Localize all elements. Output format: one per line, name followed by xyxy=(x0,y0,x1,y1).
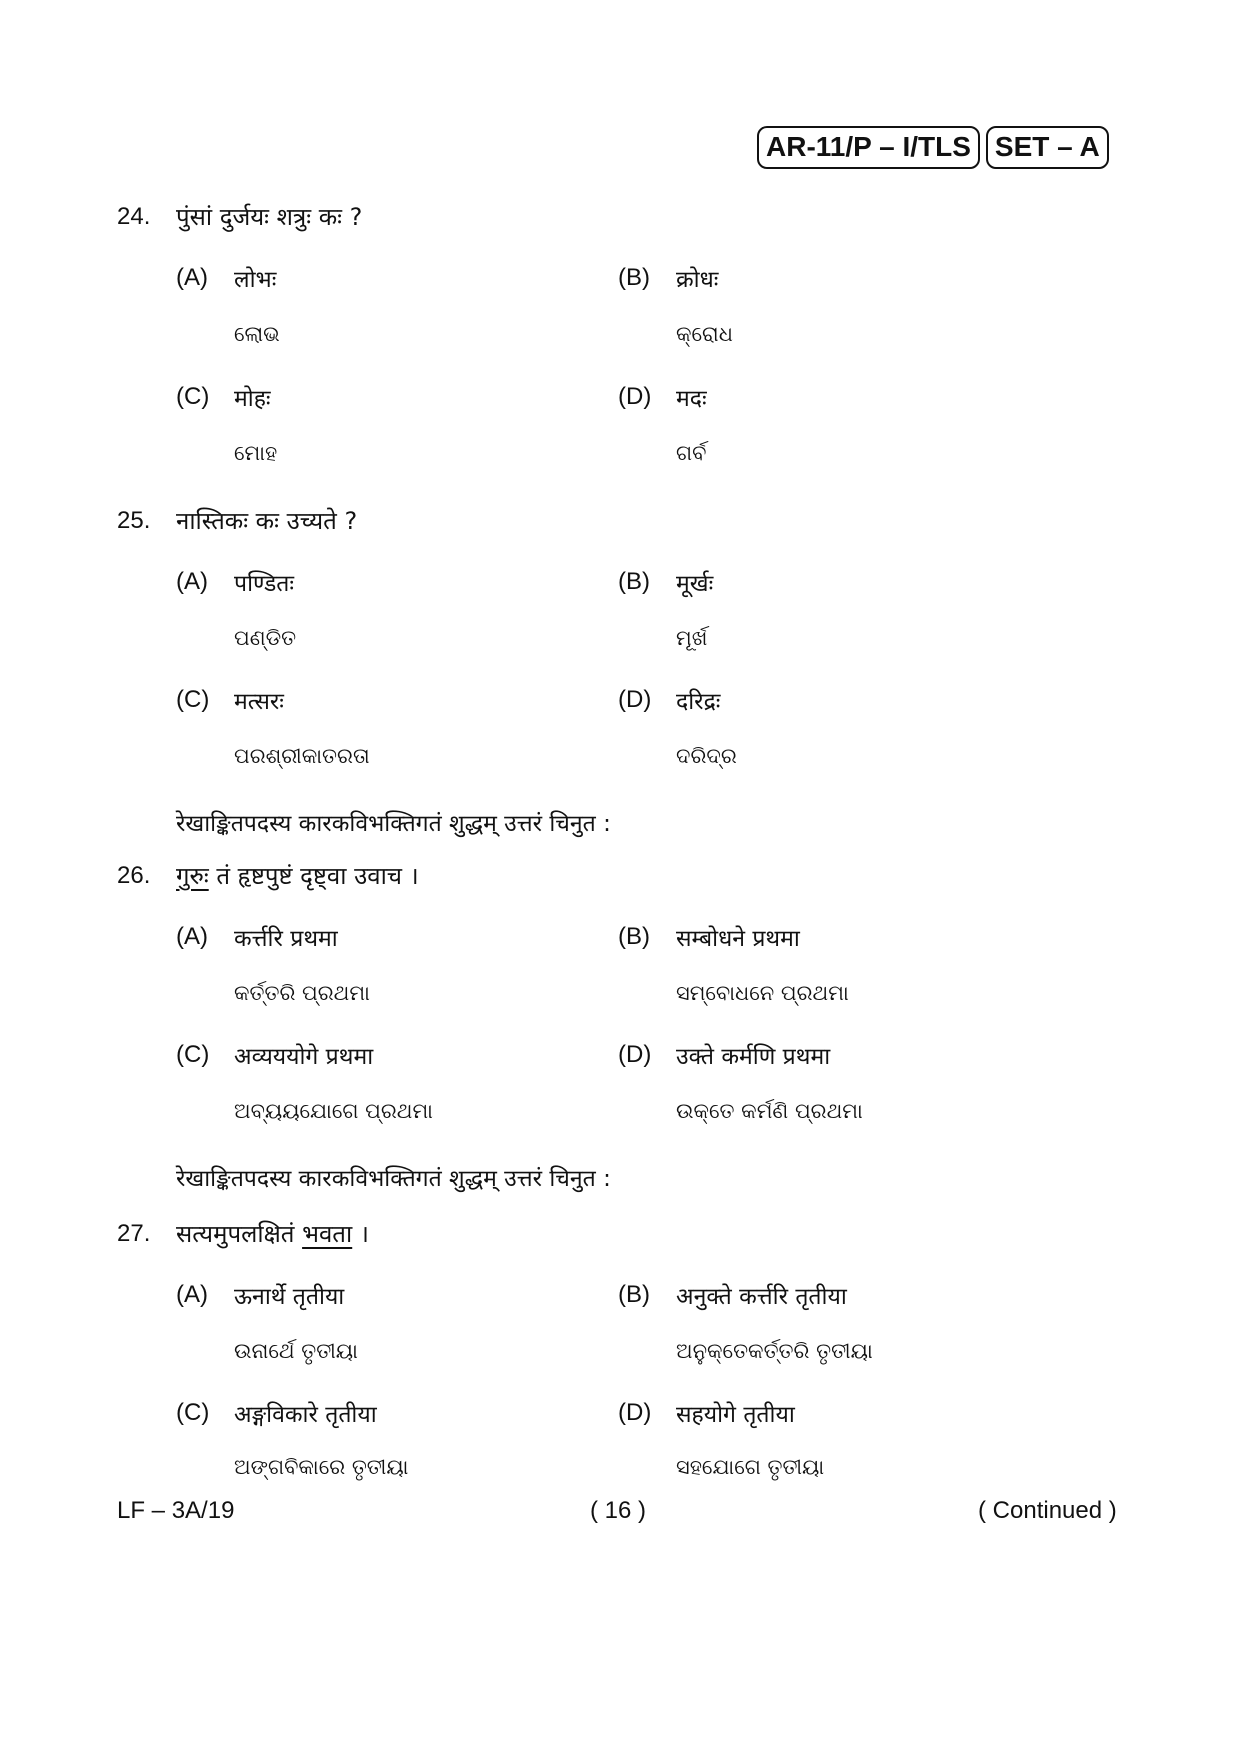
option-a-letter: (A) xyxy=(176,264,208,291)
underlined-word: गुरुः xyxy=(176,862,209,890)
option-a-text[interactable]: ऊनार्थे तृतीया xyxy=(234,1284,345,1310)
footer-code: LF – 3A/19 xyxy=(117,1497,235,1524)
question-text-before: सत्यमुपलक्षितं xyxy=(176,1220,303,1248)
instruction-text: रेखाङ्कितपदस्य कारकविभक्तिगतं शुद्धम् उत्तरं चिनुत : xyxy=(176,1166,611,1192)
option-b-letter: (B) xyxy=(618,923,650,950)
question-number: 25. xyxy=(117,507,151,534)
option-c-text[interactable]: मोहः xyxy=(234,386,271,412)
question-text-after: । xyxy=(352,1220,369,1248)
option-c-letter: (C) xyxy=(176,383,210,410)
option-c-translation: ପରଶ୍ରୀକାତରତା xyxy=(234,744,370,768)
option-a-text[interactable]: लोभः xyxy=(234,267,277,293)
option-a-letter: (A) xyxy=(176,923,208,950)
option-c-letter: (C) xyxy=(176,686,210,713)
question-text: पुंसां दुर्जयः शत्रुः कः ? xyxy=(176,203,363,231)
option-b-letter: (B) xyxy=(618,264,650,291)
option-a-letter: (A) xyxy=(176,1281,208,1308)
question-text xyxy=(176,1217,369,1250)
option-d-letter: (D) xyxy=(618,383,652,410)
option-c-translation: ମୋହ xyxy=(234,441,278,465)
option-c-letter: (C) xyxy=(176,1041,210,1068)
option-b-letter: (B) xyxy=(618,568,650,595)
option-d-translation: ଗର୍ବ xyxy=(676,441,707,465)
instruction-text: रेखाङ्कितपदस्य कारकविभक्तिगतं शुद्धम् उत्तरं चिनुत : xyxy=(176,811,611,837)
option-d-translation: ସହଯୋଗେ ତୃତୀୟା xyxy=(676,1455,825,1479)
option-d-text[interactable]: दरिद्रः xyxy=(676,689,721,715)
page-number: ( 16 ) xyxy=(590,1497,647,1524)
underlined-word: भवता xyxy=(302,1220,353,1248)
option-c-text[interactable]: मत्सरः xyxy=(234,689,284,715)
option-b-translation: ମୂର୍ଖ xyxy=(676,626,708,650)
option-c-text[interactable]: अव्यययोगे प्रथमा xyxy=(234,1044,374,1070)
option-d-letter: (D) xyxy=(618,1399,652,1426)
option-b-text[interactable]: सम्बोधने प्रथमा xyxy=(676,926,800,952)
question-number: 24. xyxy=(117,203,151,230)
continued-label: ( Continued ) xyxy=(978,1497,1117,1524)
option-a-translation: ଉନାର୍ଥେ ତୃତୀୟା xyxy=(234,1339,358,1363)
option-a-text[interactable]: पण्डितः xyxy=(234,571,295,597)
option-d-translation: ଉକ୍ତେ କର୍ମଣି ପ୍ରଥମା xyxy=(676,1099,863,1123)
option-a-translation: କର୍ତ୍ତରି ପ୍ରଥମା xyxy=(234,981,370,1005)
option-c-translation: ଅବ୍ୟୟଯୋଗେ ପ୍ରଥମା xyxy=(234,1099,433,1123)
question-text-rest: तं हृष्टपुष्टं दृष्ट्वा उवाच । xyxy=(208,862,419,890)
option-d-translation: ଦରିଦ୍ର xyxy=(676,744,737,768)
option-b-letter: (B) xyxy=(618,1281,650,1308)
question-text xyxy=(176,859,419,892)
option-b-translation: କ୍ରୋଧ xyxy=(676,322,733,346)
question-number: 27. xyxy=(117,1220,151,1247)
option-b-translation: ସମ୍ବୋଧନେ ପ୍ରଥମା xyxy=(676,981,849,1005)
option-c-text[interactable]: अङ्गविकारे तृतीया xyxy=(234,1402,377,1428)
set-label-box: SET – A xyxy=(986,126,1109,169)
option-a-translation: ପଣ୍ଡିତ xyxy=(234,626,297,650)
paper-code-header xyxy=(757,126,1109,169)
option-d-letter: (D) xyxy=(618,686,652,713)
option-c-letter: (C) xyxy=(176,1399,210,1426)
option-a-translation: ଲୋଭ xyxy=(234,322,280,346)
question-number: 26. xyxy=(117,862,151,889)
option-d-text[interactable]: मदः xyxy=(676,386,707,412)
option-b-translation: ଅନୁକ୍ତେକର୍ତ୍ତରି ତୃତୀୟା xyxy=(676,1339,873,1363)
option-a-letter: (A) xyxy=(176,568,208,595)
option-b-text[interactable]: क्रोधः xyxy=(676,267,719,293)
option-a-text[interactable]: कर्त्तरि प्रथमा xyxy=(234,926,338,952)
paper-code-box: AR-11/P – I/TLS xyxy=(757,126,980,169)
option-d-letter: (D) xyxy=(618,1041,652,1068)
option-b-text[interactable]: मूर्खः xyxy=(676,571,714,597)
question-text: नास्तिकः कः उच्यते ? xyxy=(176,507,358,535)
option-d-text[interactable]: सहयोगे तृतीया xyxy=(676,1402,795,1428)
option-d-text[interactable]: उक्ते कर्मणि प्रथमा xyxy=(676,1044,831,1070)
option-c-translation: ଅଙ୍ଗବିକାରେ ତୃତୀୟା xyxy=(234,1455,409,1479)
option-b-text[interactable]: अनुक्ते कर्त्तरि तृतीया xyxy=(676,1284,847,1310)
